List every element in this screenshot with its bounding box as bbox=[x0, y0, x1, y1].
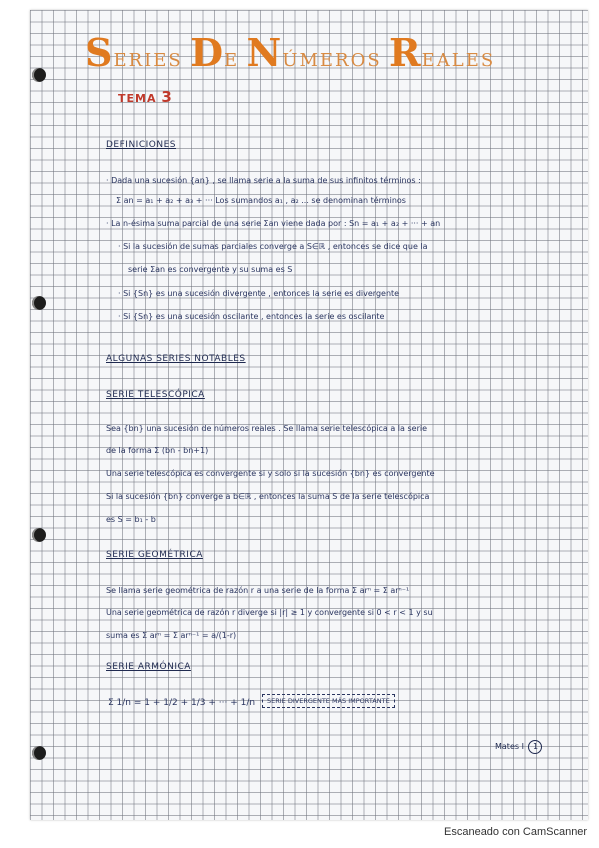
definition-line: · Dada una sucesión {an} , se llama serie a la suma de sus infinitos términos : bbox=[106, 176, 421, 185]
section-heading-geometrica: SERIE GEOMÉTRICA bbox=[106, 550, 203, 560]
telescopica-line: de la forma Σ (bn - bn+1) bbox=[106, 446, 209, 455]
geometrica-line: Una serie geométrica de razón r diverge si |r| ≥ 1 y convergente si 0 < r < 1 y su bbox=[106, 608, 433, 617]
binder-hole bbox=[32, 746, 46, 760]
page-title bbox=[85, 30, 495, 75]
section-heading-telescopica: SERIE TELESCÓPICA bbox=[106, 390, 205, 400]
title-word: ÚMEROS bbox=[282, 50, 382, 71]
binder-hole bbox=[32, 68, 46, 82]
title-initial: D bbox=[190, 30, 225, 75]
armonica-note-box: SERIE DIVERGENTE MÁS IMPORTANTE bbox=[262, 694, 395, 708]
definition-line: Σ an = a₁ + a₂ + a₃ + ··· Los sumandos a₁ , a₂ ... se denominan términos bbox=[116, 196, 406, 205]
section-heading-notables: ALGUNAS SERIES NOTABLES bbox=[106, 354, 246, 364]
definition-line: · Si {Sn} es una sucesión divergente , entonces la serie es divergente bbox=[118, 289, 400, 298]
title-initial: S bbox=[85, 30, 114, 75]
definition-line: · Si {Sn} es una sucesión oscilante , entonces la serie es oscilante bbox=[118, 312, 385, 321]
telescopica-line: Sea {bn} una sucesión de números reales . Se llama serie telescópica a la serie bbox=[106, 424, 427, 433]
subject-label: Mates I bbox=[495, 742, 524, 751]
telescopica-line: Una serie telescópica es convergente si y solo si la sucesión {bn} es convergente bbox=[106, 469, 435, 478]
section-heading-definiciones: DEFINICIONES bbox=[106, 140, 176, 150]
definition-line: · La n-ésima suma parcial de una serie Σan viene dada por : Sn = a₁ + a₂ + ··· + an bbox=[106, 219, 441, 228]
definition-line: serie Σan es convergente y su suma es S bbox=[128, 265, 293, 274]
tema-text: TEMA bbox=[118, 92, 157, 105]
title-word: ERIES bbox=[113, 50, 183, 71]
page-number: 1 bbox=[528, 740, 542, 754]
tema-label bbox=[118, 88, 173, 106]
title-initial: N bbox=[246, 30, 283, 75]
title-word: EALES bbox=[421, 50, 496, 71]
armonica-formula: Σ 1/n = 1 + 1/2 + 1/3 + ··· + 1/n bbox=[108, 698, 256, 708]
geometrica-line: Se llama serie geométrica de razón r a una serie de la forma Σ arⁿ = Σ arⁿ⁻¹ bbox=[106, 586, 410, 595]
page-footer bbox=[495, 740, 542, 754]
geometrica-line: suma es Σ arⁿ = Σ arⁿ⁻¹ = a/(1-r) bbox=[106, 631, 237, 640]
binder-hole bbox=[32, 528, 46, 542]
telescopica-line: Si la sucesión {bn} converge a b∈ℝ , entonces la suma S de la serie telescópica bbox=[106, 492, 430, 501]
title-initial: R bbox=[389, 30, 422, 75]
definition-line: · Si la sucesión de sumas parciales converge a S∈ℝ , entonces se dice que la bbox=[118, 242, 428, 251]
telescopica-line: es S = b₁ - b bbox=[106, 515, 156, 524]
tema-number: 3 bbox=[161, 88, 173, 106]
binder-hole bbox=[32, 296, 46, 310]
scanner-watermark: Escaneado con CamScanner bbox=[444, 826, 588, 838]
title-word: E bbox=[224, 50, 240, 71]
section-heading-armonica: SERIE ARMÓNICA bbox=[106, 662, 191, 672]
